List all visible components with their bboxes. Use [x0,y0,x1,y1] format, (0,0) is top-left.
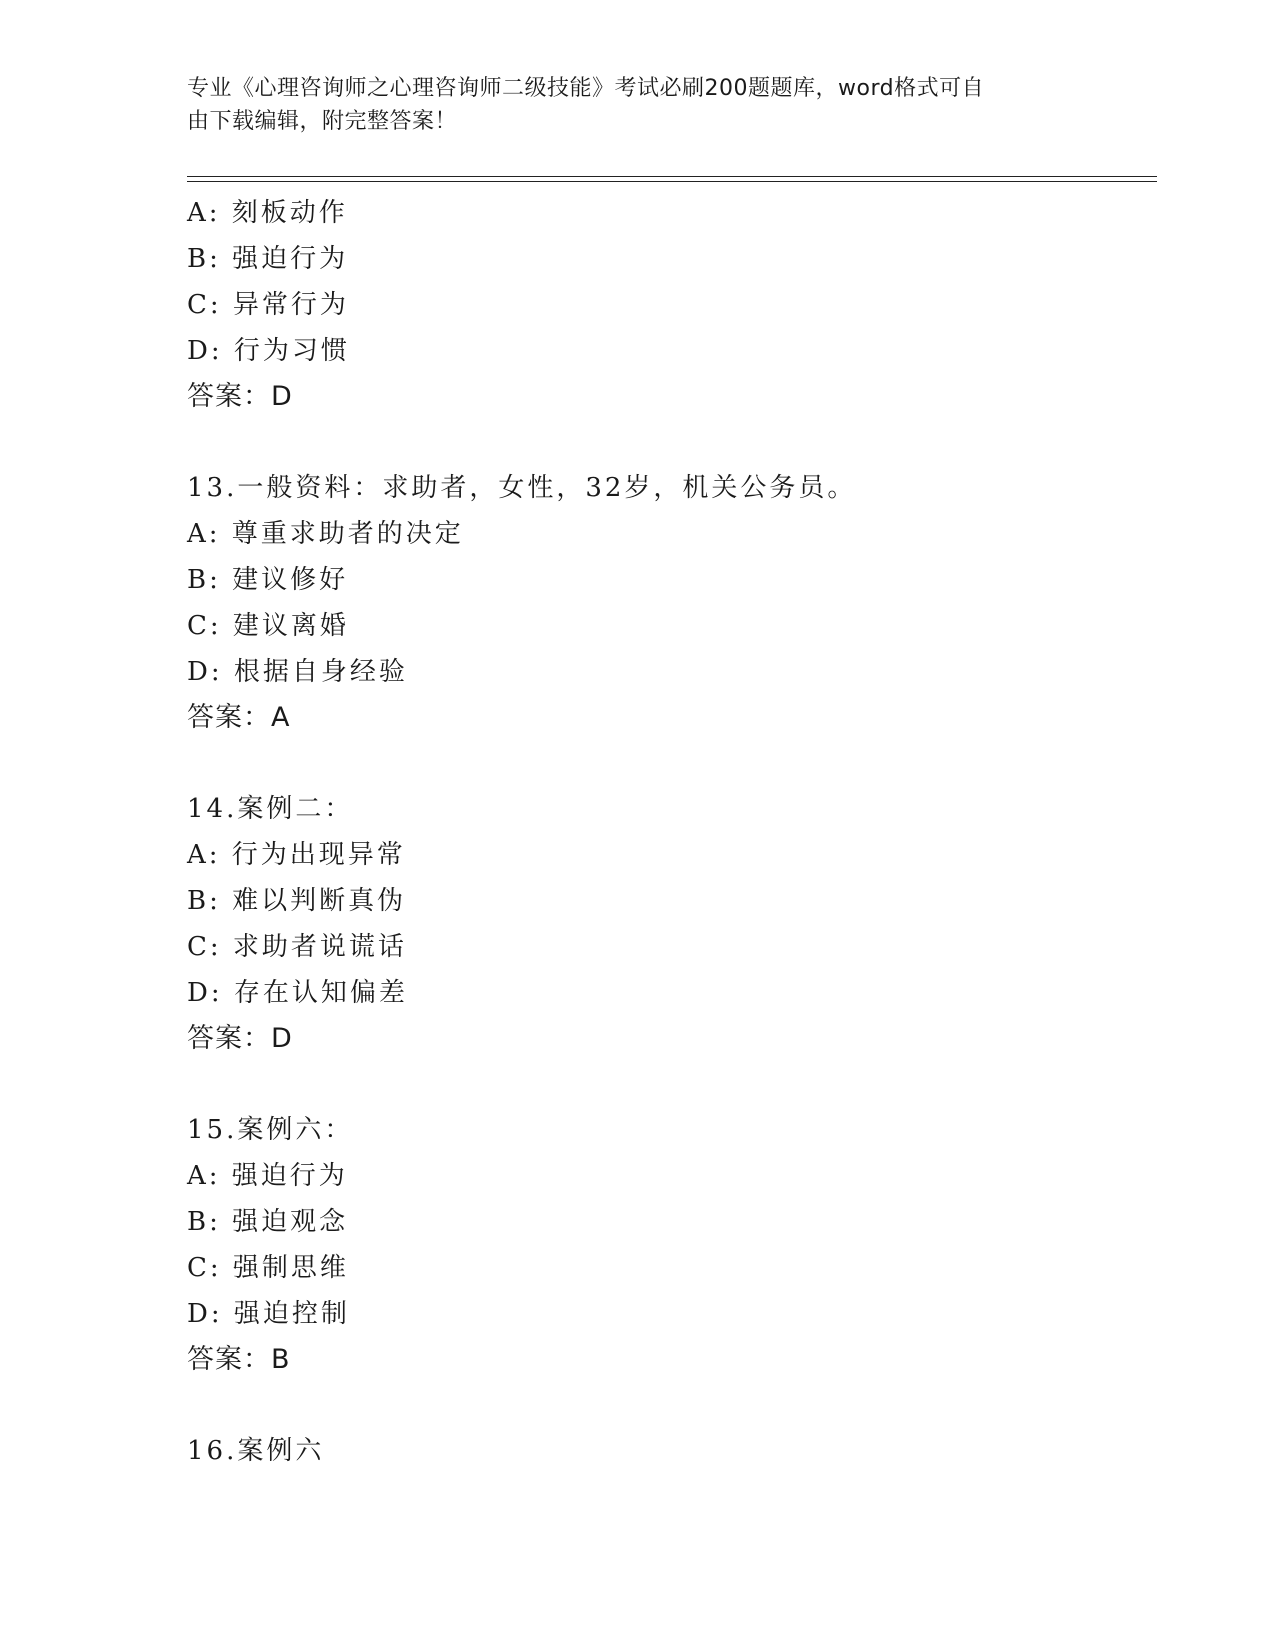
option-b: B: 强迫观念 [187,1207,349,1237]
header-line-2: 由下载编辑，附完整答案！ [187,109,458,134]
option-c: C: 强制思维 [187,1253,349,1283]
header-line-1: 专业《心理咨询师之心理咨询师二级技能》考试必刷200题题库，word格式可自 [187,76,985,101]
answer-line: 答案：B [187,1344,291,1375]
option-d: D: 存在认知偏差 [187,978,408,1008]
question-block-16 [187,1428,1147,1474]
option-a: A: 强迫行为 [187,1161,348,1191]
option-a: A: 行为出现异常 [187,840,406,870]
option-c: C: 建议离婚 [187,611,349,641]
spacer [187,741,1147,786]
question-list [187,190,1147,1474]
answer-line: 答案：D [187,1023,293,1054]
option-a: A: 尊重求助者的决定 [187,519,464,549]
question-text: 14.案例二： [187,794,354,824]
option-c: C: 异常行为 [187,290,349,320]
option-b: B: 强迫行为 [187,244,349,274]
option-d: D: 强迫控制 [187,1299,350,1329]
option-b: B: 难以判断真伪 [187,886,407,916]
option-d: D: 行为习惯 [187,336,350,366]
question-text: 15.案例六： [187,1115,354,1145]
question-block-14 [187,786,1147,1062]
header-divider-top [187,176,1157,177]
question-block-12 [187,190,1147,420]
option-b: B: 建议修好 [187,565,349,595]
spacer [187,420,1147,465]
answer-line: 答案：D [187,381,293,412]
question-block-13 [187,465,1147,741]
document-header [187,72,1067,138]
option-a: A: 刻板动作 [187,198,348,228]
spacer [187,1062,1147,1107]
spacer [187,1383,1147,1428]
question-text: 13.一般资料：求助者，女性，32岁，机关公务员。 [187,473,857,503]
answer-line: 答案：A [187,702,291,733]
option-c: C: 求助者说谎话 [187,932,407,962]
option-d: D: 根据自身经验 [187,657,408,687]
question-block-15 [187,1107,1147,1383]
header-divider-bottom [187,181,1157,182]
question-text: 16.案例六 [187,1436,325,1466]
